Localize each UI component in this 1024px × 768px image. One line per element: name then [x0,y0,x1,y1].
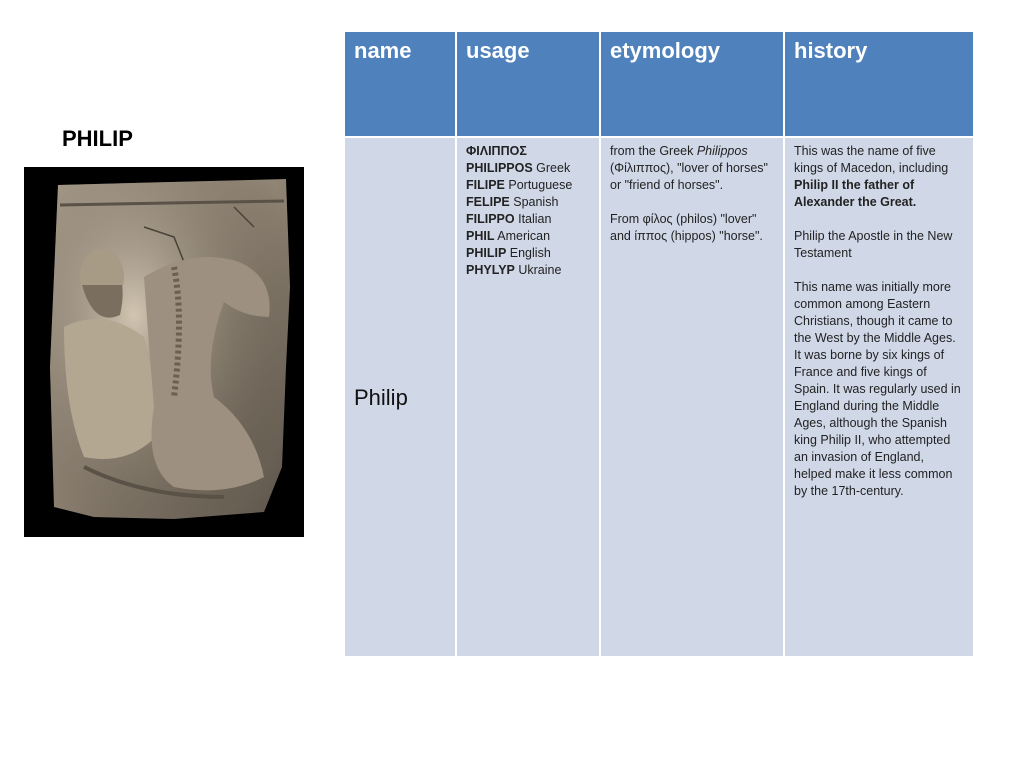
usage-line: PHILIPPOS Greek [466,161,571,175]
history-paragraph-2: Philip the Apostle in the New Testament [794,229,953,260]
history-paragraph-3: This name was initially more common among Eastern Christians, though it came to the West by the Middle Ages. It was borne by six kings of France and five kings of Spain. It was regularly used in England during the Middle Ages, although the Spanish king Philip II, who attempted an invasion of England, helped make it less common by the 17th-century. [794,280,961,498]
relief-image [24,167,304,537]
header-history: history [784,31,974,137]
history-paragraph-1: This was the name of five kings of Macedon, including Philip II the father of Alexander the Great. [794,144,949,209]
usage-line: PHYLYP Ukraine [466,263,562,277]
usage-line: FILIPE Portuguese [466,178,573,192]
table-row [344,137,974,657]
name-cell: Philip [344,137,456,657]
history-cell [784,137,974,657]
header-usage: usage [456,31,600,137]
table-header-row [344,31,974,137]
etymology-cell [600,137,784,657]
name-info-table [343,30,975,658]
header-name: name [344,31,456,137]
header-etymology: etymology [600,31,784,137]
usage-line: FELIPE Spanish [466,195,559,209]
page-title: PHILIP [62,126,133,151]
usage-cell [456,137,600,657]
relief-sculpture-illustration [24,167,304,537]
usage-line: FILIPPO Italian [466,212,552,226]
etymology-paragraph-1: from the Greek Philippos (Φίλιππος), "lover of horses" or "friend of horses". [610,144,768,192]
usage-line: ΦΙΛΙΠΠΟΣ [466,144,527,158]
usage-line: PHIL American [466,229,551,243]
usage-line: PHILIP English [466,246,551,260]
etymology-paragraph-2: From φίλος (philos) "lover" and ίππος (hippos) "horse". [610,212,763,243]
